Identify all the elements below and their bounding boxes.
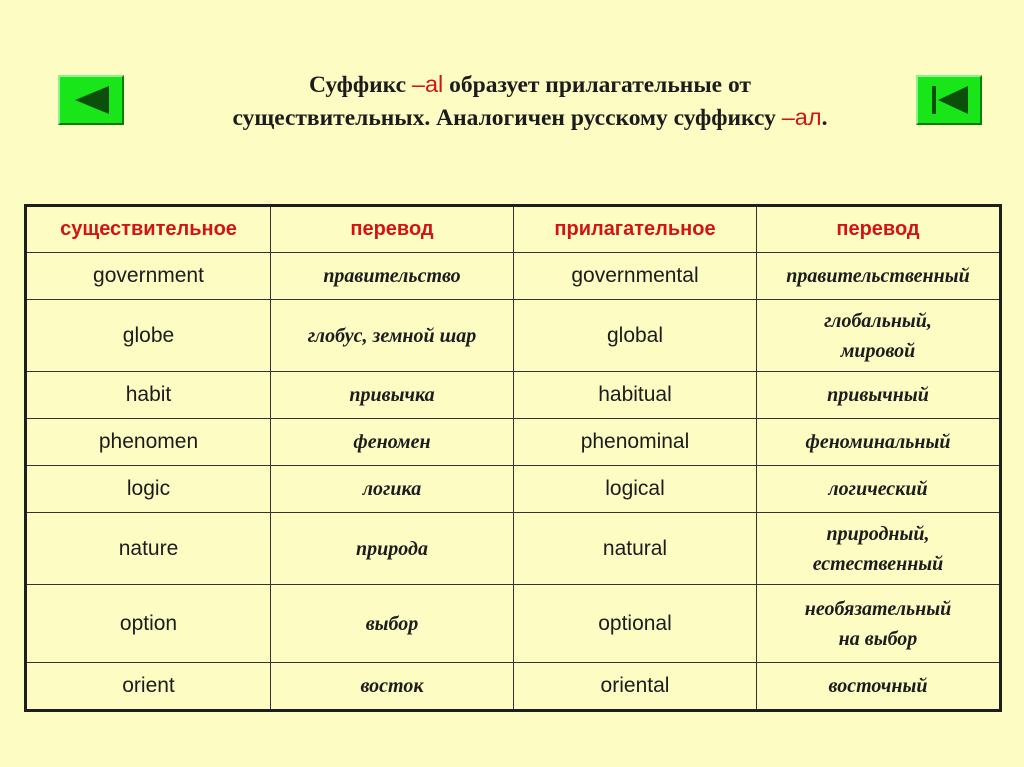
back-button[interactable] bbox=[58, 75, 124, 125]
table-row bbox=[26, 663, 1001, 711]
adjective-translation-line: правительственный bbox=[786, 265, 970, 287]
noun-cell: option bbox=[26, 585, 271, 663]
adjective-translation-cell bbox=[757, 253, 1001, 300]
adjective-cell: habitual bbox=[514, 372, 757, 419]
title-suffix-ru: –ал bbox=[781, 104, 822, 130]
noun-cell: globe bbox=[26, 300, 271, 372]
noun-translation-cell: выбор bbox=[271, 585, 514, 663]
noun-translation-cell: глобус, земной шар bbox=[271, 300, 514, 372]
adjective-translation-cell bbox=[757, 663, 1001, 711]
adjective-translation-line: мировой bbox=[840, 339, 916, 362]
adjective-translation-line: естественный bbox=[812, 552, 944, 575]
adjective-translation-cell bbox=[757, 372, 1001, 419]
adjective-translation-line: необязательный bbox=[804, 597, 952, 620]
table-row bbox=[26, 419, 1001, 466]
adjective-translation-line: на выбор bbox=[838, 627, 918, 650]
adjective-translation-line: восточный bbox=[828, 675, 928, 697]
adjective-translation-cell bbox=[757, 585, 1001, 663]
adjective-translation-cell bbox=[757, 300, 1001, 372]
title-part2: образует прилагательные от bbox=[443, 72, 751, 98]
skip-to-start-icon bbox=[918, 77, 980, 123]
table-row bbox=[26, 300, 1001, 372]
adjective-translation-line: феноминальный bbox=[805, 431, 951, 453]
adjective-translation-line: привычный bbox=[827, 384, 929, 406]
noun-translation-cell: привычка bbox=[271, 372, 514, 419]
header-noun-translation: перевод bbox=[271, 206, 514, 253]
noun-translation-cell: логика bbox=[271, 466, 514, 513]
noun-translation-cell: природа bbox=[271, 513, 514, 585]
adjective-translation-line: глобальный, bbox=[824, 309, 932, 332]
adjective-cell: optional bbox=[514, 585, 757, 663]
header-adjective: прилагательное bbox=[514, 206, 757, 253]
table-header-row bbox=[26, 206, 1001, 253]
adjective-cell: phenominal bbox=[514, 419, 757, 466]
adjective-cell: natural bbox=[514, 513, 757, 585]
title-suffix-en: –al bbox=[411, 71, 444, 97]
noun-translation-cell: восток bbox=[271, 663, 514, 711]
slide-title bbox=[150, 68, 910, 134]
triangle-left-icon bbox=[60, 77, 122, 123]
adjective-translation-line: природный, bbox=[826, 522, 930, 545]
table-body bbox=[26, 253, 1001, 711]
suffix-table bbox=[24, 204, 1002, 712]
adjective-translation-line: логический bbox=[828, 478, 928, 500]
first-slide-button[interactable] bbox=[916, 75, 982, 125]
table-row bbox=[26, 372, 1001, 419]
noun-cell: habit bbox=[26, 372, 271, 419]
noun-translation-cell: правительство bbox=[271, 253, 514, 300]
header-adjective-translation: перевод bbox=[757, 206, 1001, 253]
noun-translation-cell: феномен bbox=[271, 419, 514, 466]
title-part4: . bbox=[821, 105, 828, 131]
adjective-cell: global bbox=[514, 300, 757, 372]
table-row bbox=[26, 585, 1001, 663]
noun-cell: nature bbox=[26, 513, 271, 585]
title-part1: Суффикс bbox=[309, 72, 412, 98]
title-part3: существительных. Аналогичен русскому суффиксу bbox=[232, 105, 782, 131]
noun-cell: orient bbox=[26, 663, 271, 711]
adjective-translation-cell bbox=[757, 419, 1001, 466]
adjective-cell: logical bbox=[514, 466, 757, 513]
noun-cell: logic bbox=[26, 466, 271, 513]
adjective-cell: oriental bbox=[514, 663, 757, 711]
adjective-cell: governmental bbox=[514, 253, 757, 300]
header-noun: существительное bbox=[26, 206, 271, 253]
noun-cell: phenomen bbox=[26, 419, 271, 466]
table-row bbox=[26, 513, 1001, 585]
adjective-translation-cell bbox=[757, 466, 1001, 513]
adjective-translation-cell bbox=[757, 513, 1001, 585]
table-row bbox=[26, 466, 1001, 513]
table-row bbox=[26, 253, 1001, 300]
noun-cell: government bbox=[26, 253, 271, 300]
